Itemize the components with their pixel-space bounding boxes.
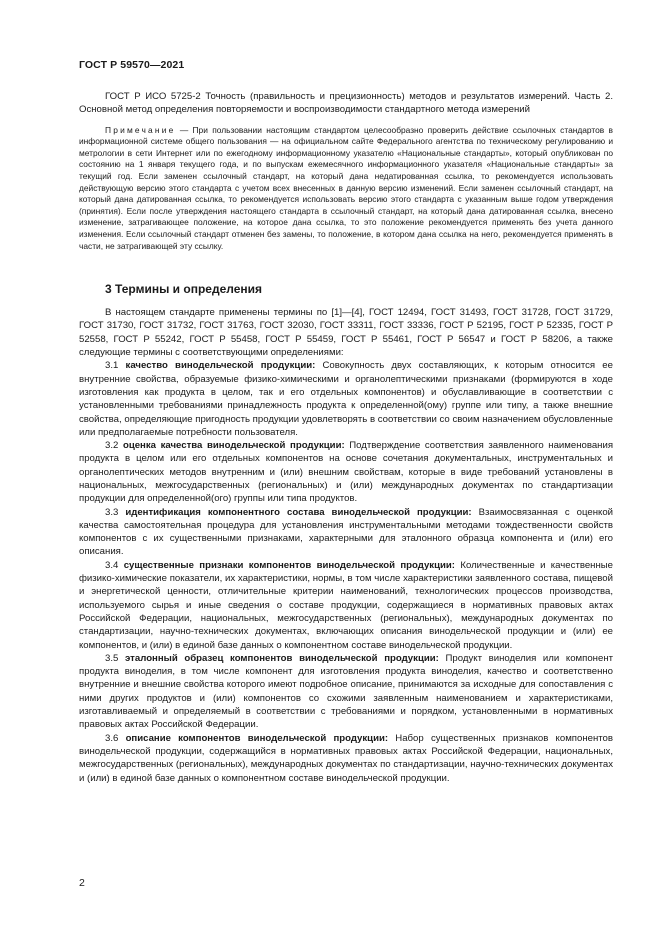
term-3-2 xyxy=(79,439,613,505)
document-header: ГОСТ Р 59570—2021 xyxy=(79,59,185,71)
term-3-1 xyxy=(79,359,613,439)
note-text: При пользовании настоящим стандартом целесообразно проверить действие ссылочных стандартов в информационной системе общего пользования — на официальном сайте Федерального агентства по техническому регулированию и метрологии в сети Интернет или по ежегодному информационному указателю «Национальные стандарты», который опубликован по состоянию на 1 января текущего года, и по выпускам ежемесячного информационного указателя «Национальные стандарты» за текущий год. Если заменен ссылочный стандарт, на который дана недатированная ссылка, то рекомендуется использовать действующую версию этого стандарта с учетом всех внесенных в данную версию изменений. Если заменен ссылочный стандарт, на который дана датированная ссылка, то рекомендуется использовать версию этого стандарта с указанным выше годом утверждения (принятия). Если после утверждения настоящего стандарта в ссылочный стандарт, на который дана датированная ссылка, внесено изменение, затрагивающее положение, на которое дана ссылка, то это положение рекомендуется применять без учета данного изменения. Если ссылочный стандарт отменен без замены, то положение, в котором дана ссылка на него, рекомендуется применять в части, не затрагивающей эту ссылку. xyxy=(79,124,613,251)
term-3-5 xyxy=(79,652,613,732)
term-name: идентификация компонентного состава винодельческой продукции: xyxy=(125,506,472,518)
page-number: 2 xyxy=(79,877,85,889)
term-3-6 xyxy=(79,732,613,785)
note-label: Примечание xyxy=(105,124,176,135)
term-name: качество винодельческой продукции: xyxy=(125,360,316,372)
term-name: оценка качества винодельческой продукции: xyxy=(122,440,345,452)
term-number: 3.2 xyxy=(105,440,119,452)
term-3-3 xyxy=(79,506,613,559)
note-dash: — xyxy=(175,124,193,135)
term-number: 3.3 xyxy=(105,506,119,518)
document-body xyxy=(79,90,613,785)
normative-reference-item: ГОСТ Р ИСО 5725-2 Точность (правильность и прецизионность) методов и результатов измерений. Часть 2. Основной метод определения повторяемости и воспроизводимости стандартного метода измерений xyxy=(79,91,613,116)
term-definition: Количественные и качественные физико-химические показатели, их характеристики, нормы, в том числе характеристики заявленного состава, пищевой и энергетической ценности, отличительные критерии наименований, технологических процессов производства, используемого сырья и иные сведения о составе продукции, содержащиеся в нормативных правовых актах Российской Федерации, национальных, межгосударственных (региональных), международных документах по стандартизации, научно-технических документах, включающих описания винодельческой продукции и (или) ее компонентов, и (или) в единой базе данных о компонентном составе винодельческой продукции. xyxy=(79,559,613,651)
term-number: 3.4 xyxy=(105,559,119,571)
term-number: 3.6 xyxy=(105,732,119,744)
note-paragraph xyxy=(79,125,613,253)
term-definition: Совокупность двух составляющих, к которым относится ее внутренние свойства, образуемые физико-химическими и органолептическими признаками (формируются в ходе изготовления как продукта в целом, так и его отдельных компонентов) и обуславливающие в соответствии с установленными требованиями принадлежность продукта к определенной(ому) группе или типу, а также внешние свойства, определяющие пригодность продукции удовлетворять в соответствии со своим назначением обусловленные или предполагаемые потребности пользователя. xyxy=(79,360,613,438)
term-name: существенные признаки компонентов винодельческой продукции: xyxy=(123,559,455,571)
term-3-4 xyxy=(79,559,613,652)
section-intro: В настоящем стандарте применены термины по [1]—[4], ГОСТ 12494, ГОСТ 31493, ГОСТ 31728, ГОСТ 31729, ГОСТ 31730, ГОСТ 31732, ГОСТ 31763, ГОСТ 32030, ГОСТ 33311, ГОСТ 33336, ГОСТ Р 52195, ГОСТ Р 52335, ГОСТ Р 52558, ГОСТ Р 55242, ГОСТ Р 55458, ГОСТ Р 55459, ГОСТ Р 55461, ГОСТ Р 56547 и ГОСТ Р 58206, а также следующие термины с соответствующими определениями: xyxy=(79,307,613,359)
term-definition: Набор существенных признаков компонентов винодельческой продукции, содержащийся в нормативных правовых актах Российской Федерации, национальных, межгосударственных (региональных), международных документах по стандартизации, научно-технических документах и (или) в единой базе данных о компонентном составе винодельческой продукции. xyxy=(79,732,613,784)
section-heading: 3 Термины и определения xyxy=(105,282,263,297)
term-definition: Взаимосвязанная с оценкой качества самостоятельная процедура для установления инструментальными методами тождественности свойств компонентов с их существенными признаками, характерными для эталонного образца компонента и (или) его описания. xyxy=(79,506,614,558)
term-name: описание компонентов винодельческой продукции: xyxy=(125,732,389,744)
term-number: 3.5 xyxy=(105,652,119,664)
term-number: 3.1 xyxy=(105,360,119,372)
term-definition: Подтверждение соответствия заявленного наименования продукта в целом или его отдельных компонентов на основе сочетания документальных, инструментальных и органолептических методов внутренним и (или) внешним свойствам, которые в виде требований установлены в национальных, межгосударственных (региональных) и (или) международных документах по стандартизации продукции для определенной(ого) группы или типа продуктов. xyxy=(79,440,614,505)
term-definition: Продукт виноделия или компонент продукта виноделия, в том числе компонент для изготовления продукта виноделия, качество и соответственно внутренние и внешние свойства которого имеют подробное описание, принимаются за исходные для сопоставления с ними других продуктов и (или) компонентов со схожими заявленным наименованием и характеристиками, изготавливаемый и определяемый в соответствии с требованиями и порядком, установленными в нормативных правовых актах Российской Федерации. xyxy=(79,652,614,731)
term-name: эталонный образец компонентов винодельческой продукции: xyxy=(125,652,439,664)
